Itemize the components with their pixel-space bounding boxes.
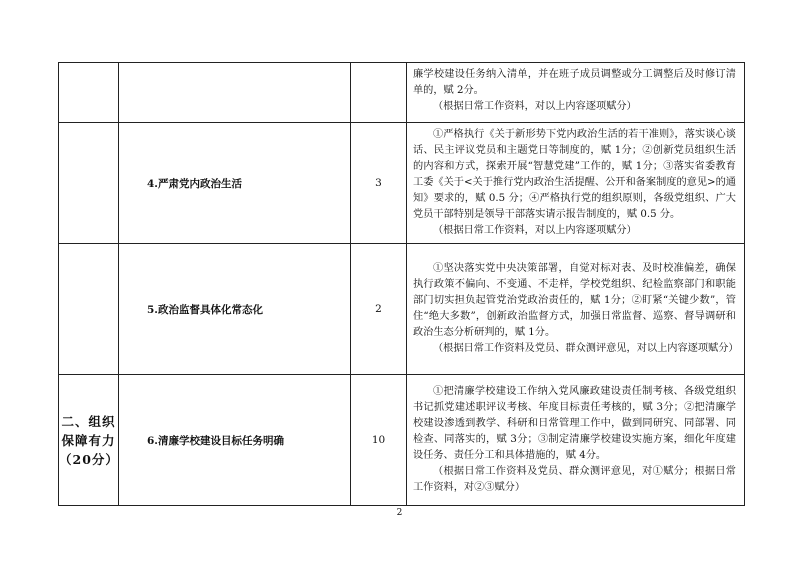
category-cell <box>59 123 119 244</box>
criteria-cell <box>407 63 745 123</box>
category-cell <box>59 244 119 375</box>
item-cell: 5.政治监督具体化常态化 <box>119 244 351 375</box>
criteria-cell <box>407 123 745 244</box>
criteria-cell <box>407 375 745 506</box>
item-cell: 6.清廉学校建设目标任务明确 <box>119 375 351 506</box>
table-row <box>59 375 745 506</box>
criteria-text: ①严格执行《关于新形势下党内政治生活的若干准则》，落实谈心谈话、民主评议党员和主题党日等制度的，赋 1分；②创新党员组织生活的内容和方式，探索开展“智慧党建”工作的，赋 1分；③落实省委教育工委《关于<关于推行党内政治生活提醒、公开和备案制度的意见>的通知》要求的，赋 0.5 分；④严格执行党的组织原则，各级党组织、广大党员干部特别是领导干部落实请示报告制度的，赋 0.5 分。 <box>413 129 736 220</box>
scoring-note: （根据日常工作资料及党员、群众测评意见，对①赋分；根据日常工作资料，对②③赋分） <box>413 466 736 493</box>
page-number: 2 <box>396 508 403 518</box>
score-cell <box>351 63 407 123</box>
table-row <box>59 63 745 123</box>
score-cell: 3 <box>351 123 407 244</box>
item-cell: 4.严肃党内政治生活 <box>119 123 351 244</box>
scoring-note: （根据日常工作资料，对以上内容逐项赋分） <box>433 225 637 236</box>
table-row <box>59 244 745 375</box>
category-cell <box>59 375 119 506</box>
table-row <box>59 123 745 244</box>
criteria-text: ①把清廉学校建设工作纳入党风廉政建设责任制考核、各级党组织书记抓党建述职评议考核、年度目标责任考核的，赋 3分；②把清廉学校建设渗透到教学、科研和日常管理工作中，做到同研究、同部署、同检查、同落实的，赋 3分；③制定清廉学校建设实施方案，细化年度建设任务、责任分工和具体措施的，赋 4分。 <box>413 386 736 461</box>
category-title-line2: 保障有力 <box>61 432 116 448</box>
category-title-line1: 二、组织 <box>61 413 116 429</box>
scoring-note: （根据日常工作资料及党员、群众测评意见，对以上内容逐项赋分） <box>433 343 739 354</box>
score-cell: 2 <box>351 244 407 375</box>
criteria-text: ①坚决落实党中央决策部署，自觉对标对表、及时校准偏差，确保执行政策不偏向、不变通、不走样，学校党组织、纪检监察部门和职能部门切实担负起管党治党政治责任的，赋 1分；②盯紧“关键少数”，管住“绝大多数”，创新政治监督方式，加强日常监督、巡察、督导调研和政治生态分析研判的，赋 1分。 <box>413 263 736 338</box>
score-cell: 10 <box>351 375 407 506</box>
assessment-table <box>58 62 745 506</box>
item-cell <box>119 63 351 123</box>
category-points: （20分） <box>59 451 119 467</box>
criteria-text: 廉学校建设任务纳入清单，并在班子成员调整或分工调整后及时修订清单的，赋 2分。 <box>413 69 736 96</box>
category-cell <box>59 63 119 123</box>
scoring-note: （根据日常工作资料，对以上内容逐项赋分） <box>433 101 637 112</box>
criteria-cell <box>407 244 745 375</box>
